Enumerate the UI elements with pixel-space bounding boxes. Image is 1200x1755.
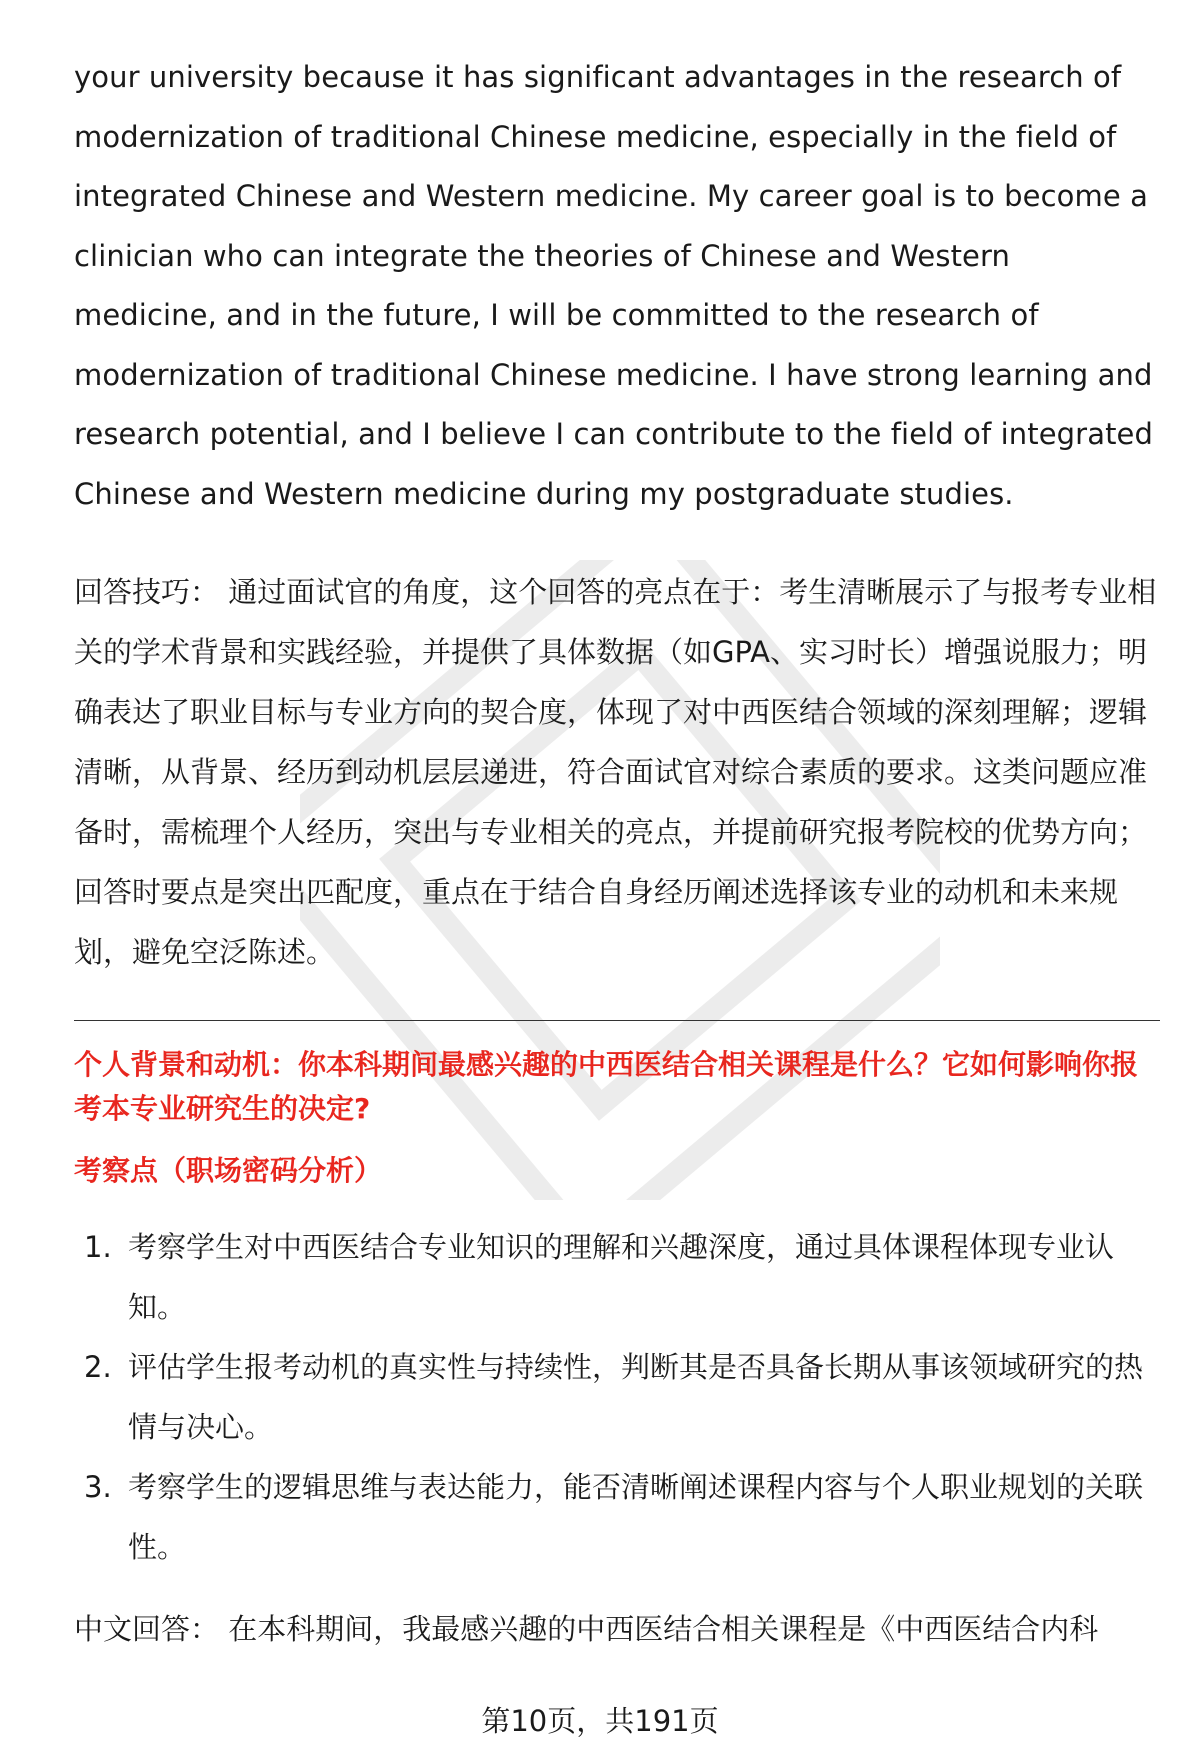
- document-page: [74, 48, 1160, 1659]
- list-item: [74, 1337, 1160, 1457]
- chinese-answer-paragraph: 中文回答： 在本科期间，我最感兴趣的中西医结合相关课程是《中西医结合内科: [74, 1612, 1099, 1646]
- list-item-text: 考察学生的逻辑思维与表达能力，能否清晰阐述课程内容与个人职业规划的关联性。: [128, 1470, 1144, 1564]
- assessment-points-list: [74, 1217, 1160, 1577]
- question-heading: 个人背景和动机：你本科期间最感兴趣的中西医结合相关课程是什么？它如何影响你报考本专业研究生的决定?: [74, 1048, 1139, 1125]
- english-answer-paragraph: your university because it has significant advantages in the research of modernization of traditional Chinese medicine, especially in the field of integrated Chinese and Western medicine. My career goal is to become a clinician who can integrate the theories of Chinese and Western medicine, and in the future, I will be committed to the research of modernization of traditional Chinese medicine. I have strong learning and research potential, and I believe I can contribute to the field of integrated Chinese and Western medicine during my postgraduate studies.: [74, 60, 1153, 511]
- assessment-points-title: 考察点（职场密码分析）: [74, 1154, 383, 1187]
- list-item-number: 3.: [84, 1470, 112, 1504]
- list-item: [74, 1217, 1160, 1337]
- section-divider: [74, 1020, 1160, 1021]
- list-item-number: 1.: [84, 1230, 112, 1264]
- list-item-number: 2.: [84, 1350, 112, 1384]
- page-number-footer: 第10页，共191页: [481, 1704, 719, 1738]
- list-item: [74, 1457, 1160, 1577]
- list-item-text: 评估学生报考动机的真实性与持续性，判断其是否具备长期从事该领域研究的热情与决心。: [128, 1350, 1144, 1444]
- list-item-text: 考察学生对中西医结合专业知识的理解和兴趣深度，通过具体课程体现专业认知。: [128, 1230, 1115, 1324]
- answer-tip-paragraph: 回答技巧： 通过面试官的角度，这个回答的亮点在于：考生清晰展示了与报考专业相关的学术背景和实践经验，并提供了具体数据（如GPA、实习时长）增强说服力；明确表达了职业目标与专业方向的契合度，体现了对中西医结合领域的深刻理解；逻辑清晰，从背景、经历到动机层层递进，符合面试官对综合素质的要求。这类问题应准备时，需梳理个人经历，突出与专业相关的亮点，并提前研究报考院校的优势方向；回答时要点是突出匹配度，重点在于结合自身经历阐述选择该专业的动机和未来规划，避免空泛陈述。: [74, 575, 1157, 969]
